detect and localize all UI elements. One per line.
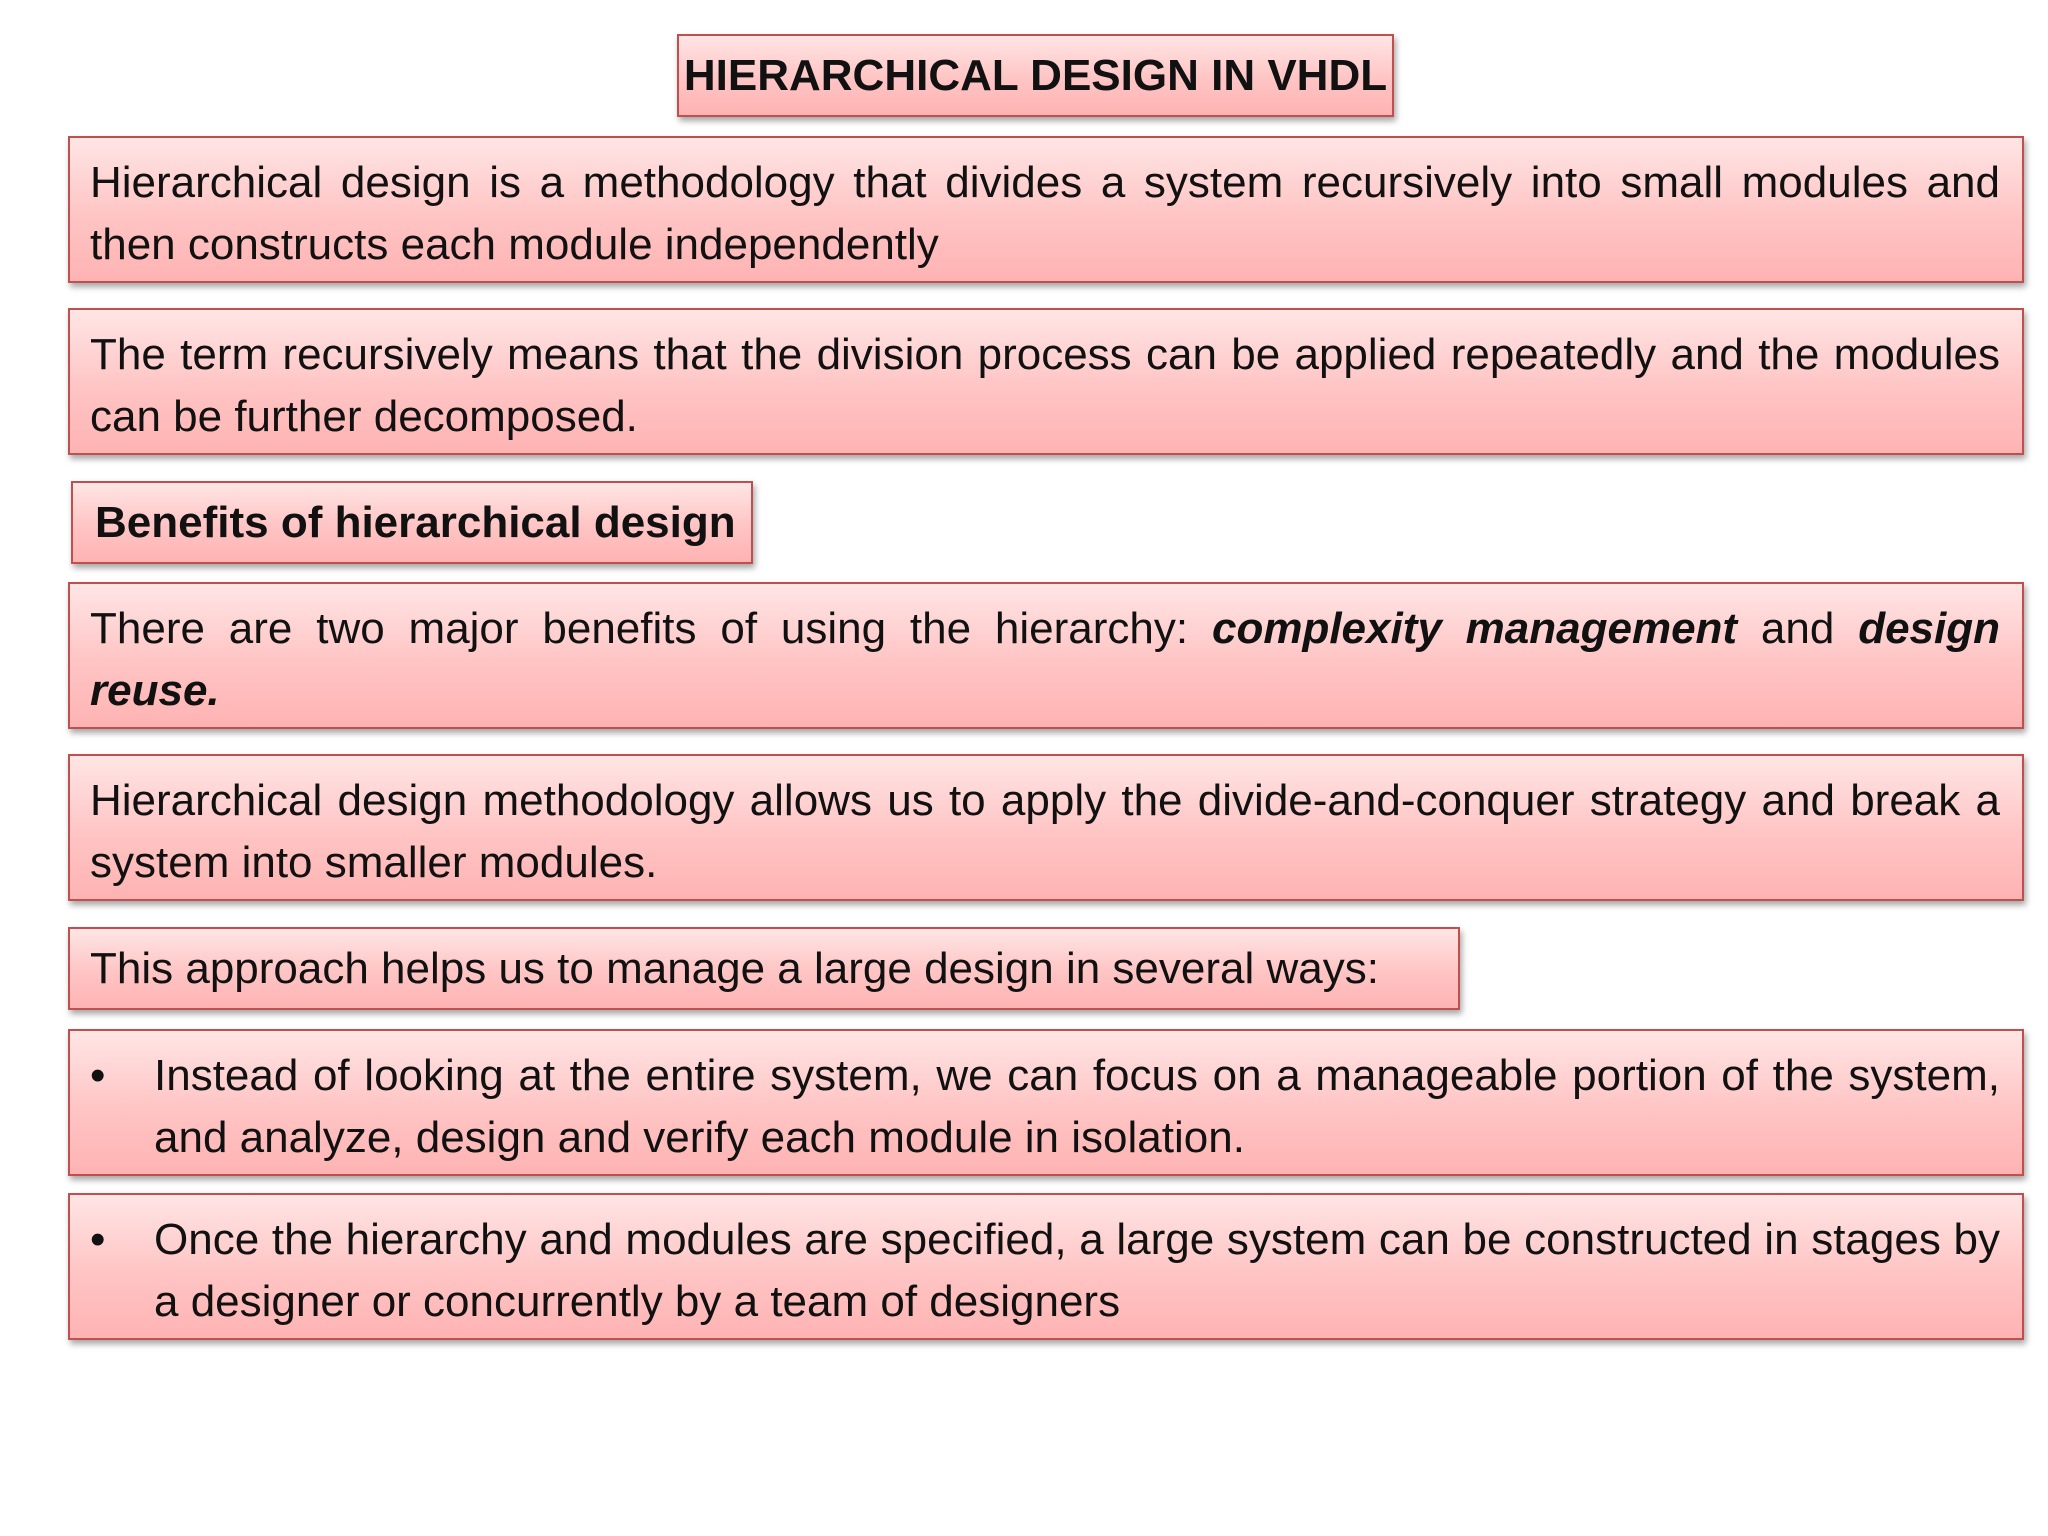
benefits-paragraph-box <box>68 582 2024 729</box>
benefits-paragraph <box>90 598 2000 722</box>
recursive-paragraph-box <box>68 308 2024 455</box>
list-item <box>90 1209 2000 1333</box>
bullet-text: Instead of looking at the entire system, we can focus on a manageable portion of the system, and analyze, design and verify each module in isolation. <box>154 1051 2000 1162</box>
bullet-box-2 <box>68 1193 2024 1340</box>
slide-title-box <box>677 34 1394 117</box>
slide-title: HIERARCHICAL DESIGN IN VHDL <box>683 50 1388 100</box>
list-item <box>90 1045 2000 1169</box>
intro-paragraph-box <box>68 136 2024 283</box>
benefit-term-complexity: complexity management <box>1211 604 1738 653</box>
benefits-prefix: There are two major benefits of using the hierarchy: <box>90 604 1212 653</box>
divide-conquer-paragraph-box <box>68 754 2024 901</box>
benefits-heading: Benefits of hierarchical design <box>95 497 736 547</box>
bullet-box-1 <box>68 1029 2024 1176</box>
benefits-joiner: and <box>1737 604 1859 653</box>
benefits-heading-box <box>71 481 753 564</box>
bullet-text: Once the hierarchy and modules are specified, a large system can be constructed in stages by a designer or concurrently by a team of designers <box>154 1215 2000 1326</box>
approach-intro-box <box>68 927 1460 1010</box>
bullet-icon: • <box>90 1215 106 1264</box>
recursive-paragraph: The term recursively means that the division process can be applied repeatedly and the modules can be further decomposed. <box>90 330 2000 441</box>
divide-conquer-paragraph: Hierarchical design methodology allows us to apply the divide-and-conquer strategy and break a system into smaller modules. <box>90 776 2000 887</box>
intro-paragraph: Hierarchical design is a methodology that divides a system recursively into small modules and then constructs each module independently <box>90 158 2000 269</box>
approach-intro: This approach helps us to manage a large design in several ways: <box>90 943 1379 993</box>
bullet-icon: • <box>90 1051 106 1100</box>
benefit-term-reuse: design reuse. <box>90 604 2000 715</box>
